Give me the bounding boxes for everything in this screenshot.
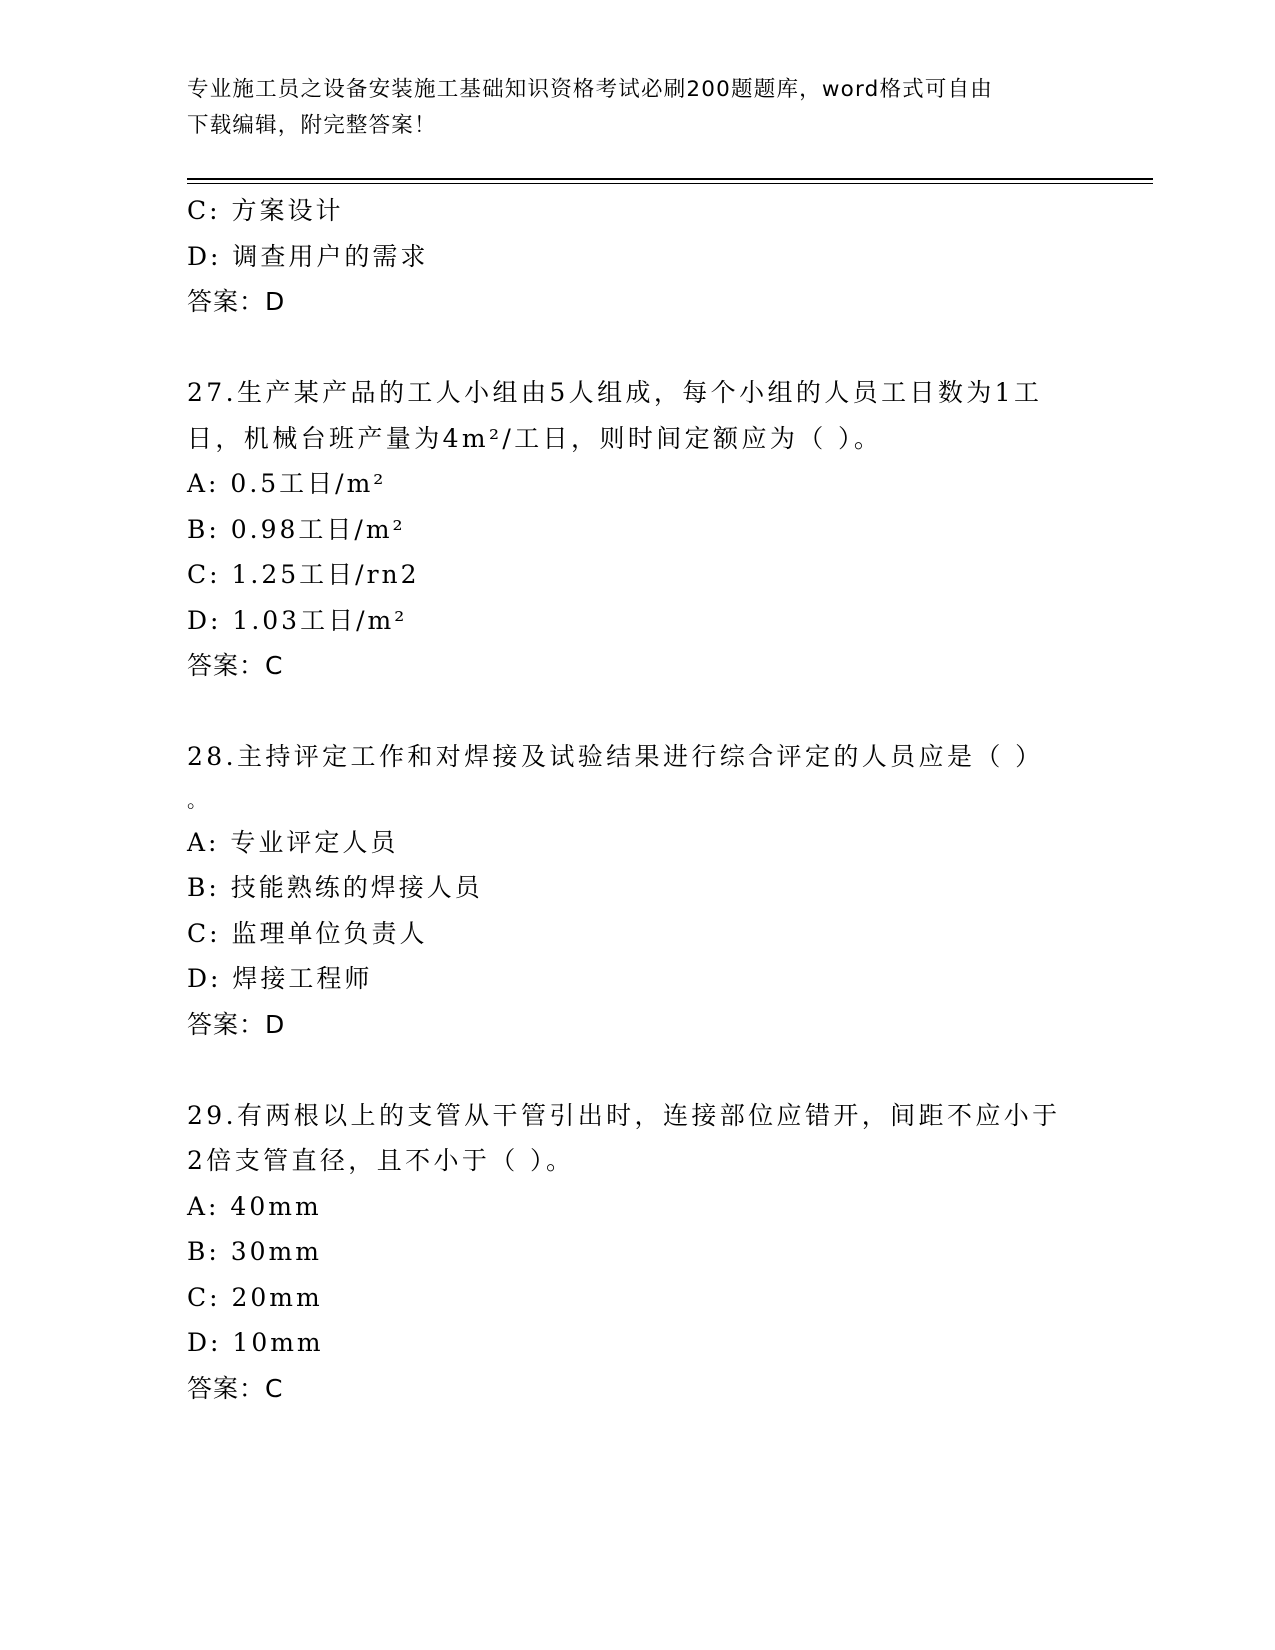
question-28 [187, 734, 1087, 1047]
option-d: D: 10mm [187, 1328, 324, 1357]
question-text-line-1: 28.主持评定工作和对焊接及试验结果进行综合评定的人员应是（ ） [187, 742, 1044, 771]
question-text-line-1: 27.生产某产品的工人小组由5人组成，每个小组的人员工日数为1工 [187, 378, 1043, 407]
option-b: B: 30mm [187, 1237, 322, 1266]
option-d: D: 调查用户的需求 [187, 241, 429, 271]
document-header [187, 72, 1087, 144]
option-b: B: 0.98工日/m² [187, 514, 406, 544]
option-d: D: 焊接工程师 [187, 964, 373, 993]
question-text-line-1: 29.有两根以上的支管从干管引出时，连接部位应错开，间距不应小于 [187, 1100, 1061, 1130]
spacer [187, 689, 1087, 735]
question-text-line-2: 2倍支管直径，且不小于（ ）。 [187, 1146, 575, 1175]
answer-line: 答案：D [187, 287, 286, 316]
option-a: A: 专业评定人员 [187, 827, 399, 857]
answer-line: 答案：C [187, 651, 284, 680]
question-text-line-2: 。 [187, 787, 207, 812]
option-d: D: 1.03工日/m² [187, 605, 408, 635]
option-c: C: 1.25工日/rn2 [187, 560, 420, 589]
option-c: C: 20mm [187, 1282, 323, 1312]
header-divider-thin [187, 183, 1153, 184]
header-line-1: 专业施工员之设备安装施工基础知识资格考试必刷200题题库，word格式可自由 [187, 77, 993, 102]
answer-line: 答案：D [187, 1009, 286, 1039]
spacer [187, 1047, 1087, 1093]
answer-line: 答案：C [187, 1373, 284, 1403]
header-line-2: 下载编辑，附完整答案！ [187, 113, 437, 138]
header-divider-thick [187, 178, 1153, 180]
question-27 [187, 370, 1087, 689]
document-body [187, 188, 1087, 1411]
option-b: B: 技能熟练的焊接人员 [187, 873, 483, 902]
option-c: C: 监理单位负责人 [187, 918, 428, 948]
option-c: C: 方案设计 [187, 196, 344, 225]
question-text-line-2: 日，机械台班产量为4m²/工日，则时间定额应为（ ）。 [187, 423, 883, 453]
option-a: A: 0.5工日/m² [187, 469, 387, 498]
option-a: A: 40mm [187, 1191, 322, 1221]
spacer [187, 325, 1087, 371]
question-29 [187, 1093, 1087, 1412]
question-26-continued [187, 188, 1087, 325]
